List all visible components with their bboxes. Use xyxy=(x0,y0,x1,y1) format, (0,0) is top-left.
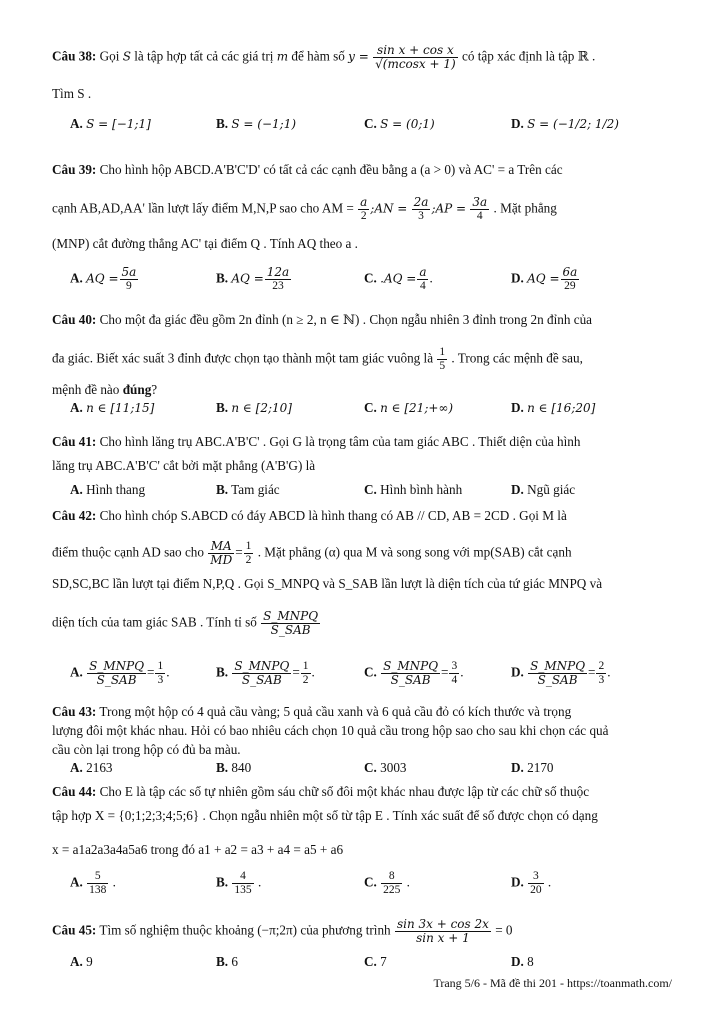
question-41 xyxy=(52,432,676,451)
option-b[interactable]: B. 840 xyxy=(216,760,252,775)
option-a[interactable]: A. S = [−1;1] xyxy=(70,116,151,131)
option-a[interactable]: A. AQ = $\frac{5a}{9}$ xyxy=(70,265,137,292)
page-footer: Trang 5/6 - Mã đề thi 201 - https://toanmath.com/ xyxy=(433,976,672,990)
options-42 xyxy=(70,659,676,687)
option-c[interactable]: C. n ∈ [21;+∞) xyxy=(364,400,454,415)
options-44 xyxy=(70,870,676,896)
question-text: Cho hình lăng trụ ABC.A'B'C' . Gọi G là trọng tâm của tam giác ABC . Thiết diện của hình xyxy=(99,434,581,449)
question-text: Trong một hộp có 4 quả cầu vàng; 5 quả cầu xanh và 6 quả cầu đỏ có kích thước và trọng xyxy=(99,704,572,719)
option-a[interactable]: A. n ∈ [11;15] xyxy=(70,400,155,415)
question-38-line2 xyxy=(52,84,676,103)
question-text: SD,SC,BC lần lượt tại điểm N,P,Q . Gọi S_MNPQ và S_SAB lần lượt là diện tích của tứ giác MNPQ và xyxy=(52,576,603,591)
option-d[interactable]: D. n ∈ [16;20] xyxy=(511,400,596,415)
question-text: Cho hình chóp S.ABCD có đáy ABCD là hình thang có AB // CD, AB = 2CD . Gọi M là xyxy=(99,508,567,523)
option-c[interactable]: C. $\frac{\text{S\_MNPQ}}{\text{S\_SAB}}$ = $\frac{3}{4}$ . xyxy=(364,659,464,687)
emphasis: đúng xyxy=(122,382,152,397)
option-b[interactable]: B. S = (−1;1) xyxy=(216,116,297,131)
question-text: cầu còn lại trong hộp có đủ ba màu. xyxy=(52,742,241,757)
question-label: Câu 38: xyxy=(52,48,97,64)
question-label: Câu 41: xyxy=(52,434,97,449)
equation-fraction: $\frac{\sin 3x + \cos 2x}{\text{sin x + 1}}$ xyxy=(396,917,489,945)
question-label: Câu 42: xyxy=(52,508,97,523)
option-b[interactable]: B. $\frac{4}{135}$ . xyxy=(216,870,262,896)
option-a[interactable]: A. $\frac{\text{S\_MNPQ}}{\text{S\_SAB}}$ = $\frac{1}{3}$ . xyxy=(70,659,170,687)
question-41-line2 xyxy=(52,456,676,475)
function-fraction: $\frac{\text{sin x + cos x}}{√(mcosx + 1)}$ xyxy=(375,43,456,71)
option-b[interactable]: B. $\frac{\text{S\_MNPQ}}{\text{S\_SAB}}$ = $\frac{1}{2}$ . xyxy=(216,659,315,687)
option-b[interactable]: B. Tam giác xyxy=(216,482,280,497)
question-43-line2 xyxy=(52,721,676,740)
question-text: lượng đôi một khác nhau. Hỏi có bao nhiêu cách chọn 10 quả cầu trong hộp sao cho sau khi chọn các quả xyxy=(52,723,609,738)
question-44-line3 xyxy=(52,840,676,859)
question-text: tập hợp X = {0;1;2;3;4;5;6} . Chọn ngẫu nhiên một số từ tập E . Tính xác suất để số được chọn có dạng xyxy=(52,808,598,823)
question-38 xyxy=(52,44,676,71)
question-44 xyxy=(52,782,676,801)
option-c[interactable]: C. 3003 xyxy=(364,760,407,775)
options-45 xyxy=(70,954,676,976)
option-b[interactable]: B. AQ = $\frac{12a}{23}$ xyxy=(216,265,290,292)
question-text: là tập hợp tất cả các giá trị xyxy=(134,48,274,64)
option-d[interactable]: D. $\frac{\text{S\_MNPQ}}{\text{S\_SAB}}$ = $\frac{2}{3}$ . xyxy=(511,659,611,687)
question-text: đa giác. Biết xác suất 3 đỉnh được chọn tạo thành một tam giác vuông là xyxy=(52,350,434,366)
option-c[interactable]: C. Hình bình hành xyxy=(364,482,463,497)
options-41 xyxy=(70,482,676,504)
question-42-line2: điểm thuộc cạnh AD sao cho $\frac{MA}{MD}$ = $\frac{1}{2}$ . Mặt phẳng (α) qua M và song song với mp(SAB) cắt cạnh xyxy=(52,539,572,567)
option-d[interactable]: D. S = (−1/2; 1/2) xyxy=(511,116,619,131)
options-40 xyxy=(70,400,676,422)
option-a[interactable]: A. $\frac{5}{138}$ . xyxy=(70,870,116,896)
option-a[interactable]: A. 9 xyxy=(70,954,93,969)
math-var: m xyxy=(276,49,289,64)
question-label: Câu 44: xyxy=(52,784,97,799)
question-text: có tập xác định là tập ℝ . xyxy=(461,48,596,64)
question-text: lăng trụ ABC.A'B'C' cắt bởi mặt phẳng (A'B'G) là xyxy=(52,458,316,473)
option-c[interactable]: C. $\frac{8}{225}$ . xyxy=(364,870,410,896)
question-42-line3 xyxy=(52,574,676,593)
question-text: cạnh AB,AD,AA' lần lượt lấy điểm M,N,P sao cho AM = xyxy=(52,200,354,216)
question-40-line2: đa giác. Biết xác suất 3 đỉnh được chọn tạo thành một tam giác vuông là $\frac{1}{5}$ . Trong các mệnh đề sau, xyxy=(52,346,583,372)
options-39 xyxy=(70,265,676,292)
question-45: Câu 45: Tìm số nghiệm thuộc khoảng (−π;2π) của phương trình $\frac{\sin 3x + \cos 2x}{\text{sin x + 1}}$ = 0 xyxy=(52,917,513,945)
option-b[interactable]: B. 6 xyxy=(216,954,238,969)
question-42-line4: diện tích của tam giác SAB . Tính tỉ số $\frac{\text{S\_MNPQ}}{\text{S\_SAB}}$ xyxy=(52,609,319,637)
question-40 xyxy=(52,310,676,329)
question-text: (MNP) cắt đường thẳng AC' tại điểm Q . Tính AQ theo a . xyxy=(52,236,358,251)
question-43 xyxy=(52,702,676,721)
question-text: . Mặt phẳng xyxy=(493,200,557,216)
option-d[interactable]: D. 2170 xyxy=(511,760,554,775)
question-text: Cho hình hộp ABCD.A'B'C'D' có tất cả các cạnh đều bằng a (a > 0) và AC' = a Trên các xyxy=(99,162,563,177)
option-a[interactable]: A. 2163 xyxy=(70,760,113,775)
question-text: Tìm S . xyxy=(52,86,92,101)
option-c[interactable]: C. S = (0;1) xyxy=(364,116,435,131)
question-43-line3 xyxy=(52,740,676,759)
question-39-line2: cạnh AB,AD,AA' lần lượt lấy điểm M,N,P sao cho AM = $\frac{a}{2}$ ;AN = $\frac{2a}{3}$ ;AP = $\frac{3a}{4}$ . Mặt phẳng xyxy=(52,195,557,222)
question-text: . Trong các mệnh đề sau, xyxy=(451,350,583,366)
options-38 xyxy=(70,116,676,138)
question-label: Câu 39: xyxy=(52,162,97,177)
question-39 xyxy=(52,160,676,179)
question-label: Câu 40: xyxy=(52,312,97,327)
question-39-line3 xyxy=(52,234,676,253)
question-40-line3: mệnh đề nào đúng? xyxy=(52,382,158,397)
question-text: Cho một đa giác đều gồm 2n đỉnh (n ≥ 2, n ∈ ℕ) . Chọn ngẫu nhiên 3 đỉnh trong 2n đỉnh của xyxy=(99,312,593,327)
question-42 xyxy=(52,506,676,525)
question-44-line2 xyxy=(52,806,676,825)
option-d[interactable]: D. 8 xyxy=(511,954,534,969)
question-text: Gọi xyxy=(99,48,120,64)
question-label: Câu 43: xyxy=(52,704,97,719)
question-text: để hàm số xyxy=(291,48,345,64)
option-c[interactable]: C. .AQ = $\frac{a}{4}$ . xyxy=(364,265,433,292)
question-text: Tìm số nghiệm thuộc khoảng (−π;2π) của phương trình xyxy=(99,922,391,938)
option-d[interactable]: D. Ngũ giác xyxy=(511,482,576,497)
math-expr: y = xyxy=(348,49,369,64)
option-c[interactable]: C. 7 xyxy=(364,954,387,969)
math-var: S xyxy=(122,49,131,64)
question-label: Câu 45: xyxy=(52,922,97,938)
option-b[interactable]: B. n ∈ [2;10] xyxy=(216,400,292,415)
options-43 xyxy=(70,760,676,782)
option-a[interactable]: A. Hình thang xyxy=(70,482,146,497)
question-text: Cho E là tập các số tự nhiên gồm sáu chữ số đôi một khác nhau được lập từ các chữ số thuộc xyxy=(99,784,590,799)
question-text: x = a1a2a3a4a5a6 trong đó a1 + a2 = a3 + a4 = a5 + a6 xyxy=(52,842,344,857)
option-d[interactable]: D. AQ = $\frac{6a}{29}$ xyxy=(511,265,578,292)
option-d[interactable]: D. $\frac{3}{20}$ . xyxy=(511,870,552,896)
